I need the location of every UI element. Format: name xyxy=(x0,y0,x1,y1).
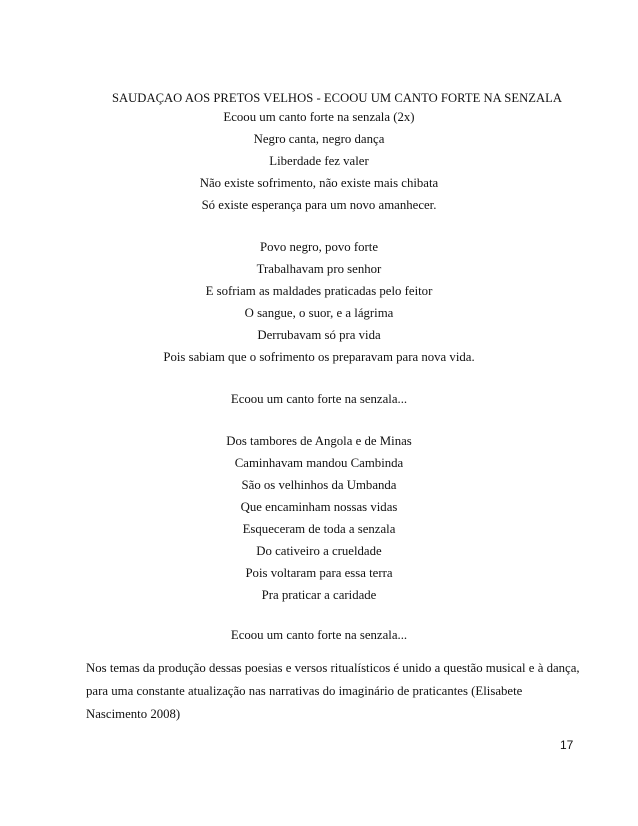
poem-line: Só existe esperança para um novo amanhecer. xyxy=(201,198,437,212)
poem-line: Não existe sofrimento, não existe mais chibata xyxy=(199,176,439,190)
poem-line: Dos tambores de Angola e de Minas xyxy=(226,434,412,448)
poem-line: Liberdade fez valer xyxy=(269,154,369,168)
poem-line: O sangue, o suor, e a lágrima xyxy=(244,306,394,320)
poem-line: Povo negro, povo forte xyxy=(260,240,378,254)
body-paragraph: Nos temas da produção dessas poesias e versos ritualísticos é unido a questão musical e à dança, para uma constante atualização nas narrativas do imaginário de praticantes (Elisabete Nascimento 2008) xyxy=(86,661,580,721)
poem-line: Trabalhavam pro senhor xyxy=(256,262,382,276)
page-number: 17 xyxy=(560,738,574,752)
poem-refrain: Ecoou um canto forte na senzala... xyxy=(230,628,408,642)
poem-line: Derrubavam só pra vida xyxy=(257,328,381,342)
poem-title: SAUDAÇAO AOS PRETOS VELHOS - ECOOU UM CANTO FORTE NA SENZALA xyxy=(111,91,563,105)
poem-line: Negro canta, negro dança xyxy=(253,132,385,146)
poem-line: Caminhavam mandou Cambinda xyxy=(234,456,404,470)
poem-line: Pois sabiam que o sofrimento os preparavam para nova vida. xyxy=(163,350,475,364)
poem-line: Esqueceram de toda a senzala xyxy=(242,522,396,536)
poem-line: São os velhinhos da Umbanda xyxy=(241,478,397,492)
poem-line: E sofriam as maldades praticadas pelo feitor xyxy=(205,284,433,298)
poem-line: Que encaminham nossas vidas xyxy=(240,500,398,514)
poem-line: Do cativeiro a crueldade xyxy=(256,544,382,558)
poem-line: Ecoou um canto forte na senzala (2x) xyxy=(223,110,415,124)
poem-refrain: Ecoou um canto forte na senzala... xyxy=(230,392,408,406)
poem-line: Pois voltaram para essa terra xyxy=(245,566,393,580)
poem-line: Pra praticar a caridade xyxy=(261,588,377,602)
